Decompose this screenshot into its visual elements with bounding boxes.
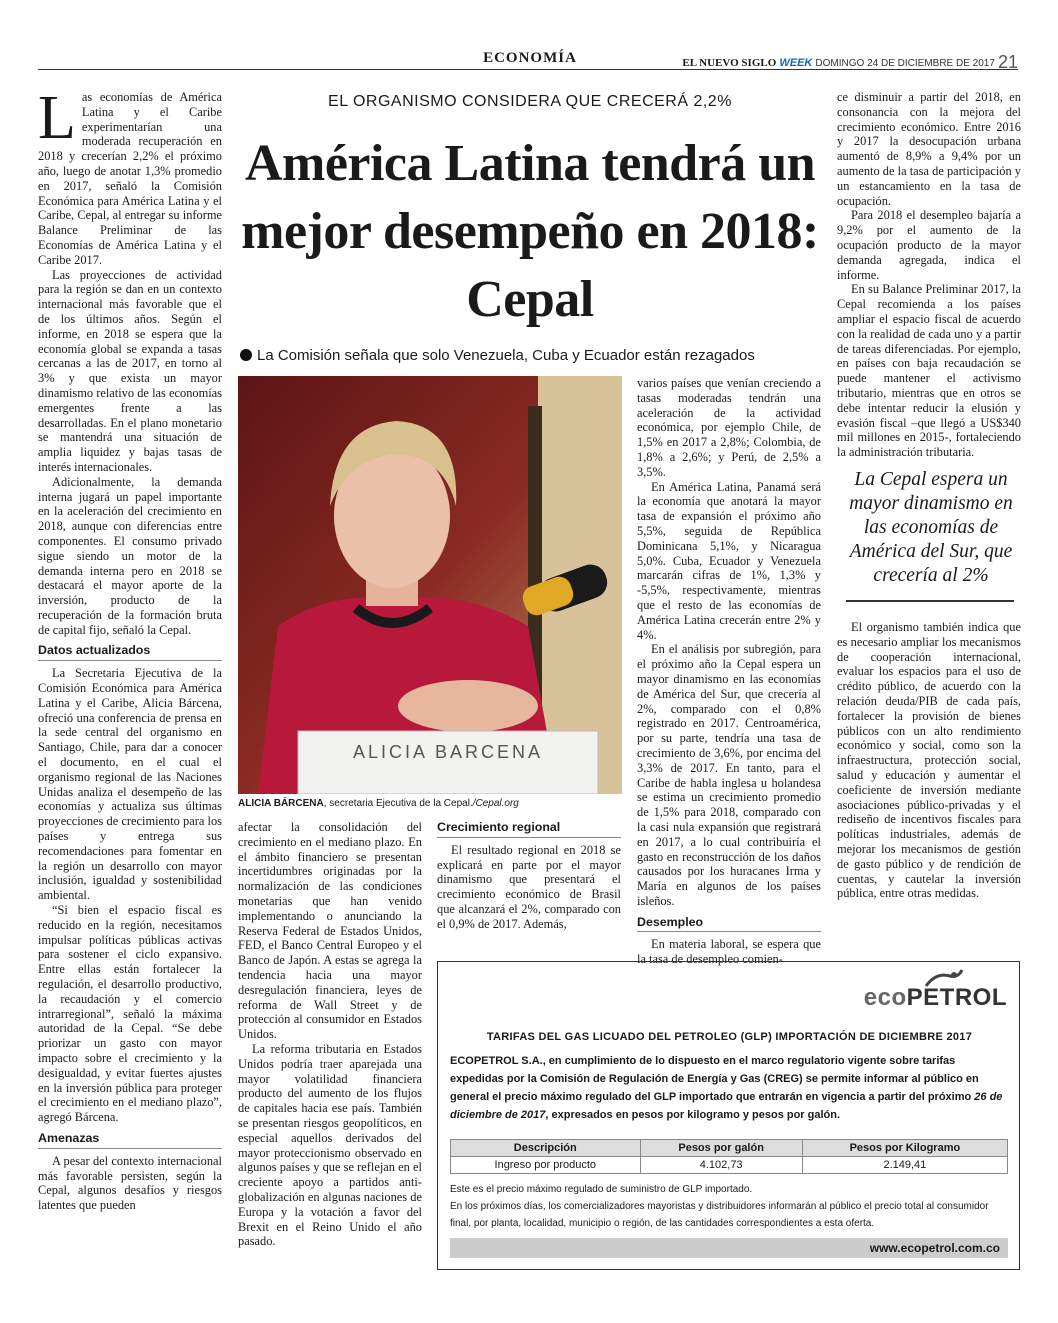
- paragraph: Para 2018 el desempleo bajaría a 9,2% por el aumento de la ocupación producto de la mayor demanda agregada, indica el informe.: [837, 208, 1021, 282]
- ad-note: En los próximos días, los comercializadores mayoristas y distribuidores informarán al público el precio total al consumidor final, por planta, localidad, municipio o región, de las cantidades correspondientes a esta oferta.: [450, 1201, 989, 1229]
- subheading: Amenazas: [38, 1131, 222, 1149]
- ad-body: [450, 1052, 1008, 1124]
- headline: América Latina tendrá un mejor desempeño en 2018: Cepal: [241, 135, 819, 328]
- table-cell: 4.102,73: [640, 1157, 802, 1174]
- table-header: Descripción: [451, 1140, 641, 1157]
- tariff-table: [450, 1139, 1008, 1174]
- iguana-icon: [924, 966, 964, 992]
- column-2: [238, 820, 422, 1249]
- paragraph: El resultado regional en 2018 se explicará en parte por el mayor dinamismo que presentará el crecimiento económico de Brasil que alcanzará el 2%, comparado con el 0,9% de 2017. Además,: [437, 842, 621, 931]
- issue-date: DOMINGO 24 DE DICIEMBRE DE 2017: [815, 58, 995, 69]
- paragraph: La Secretaria Ejecutiva de la Comisión Económica para América Latina y el Caribe, Alicia Bárcena, ofreció una conferencia de prensa en la sede central del organismo en Santiago, Chile, para dar a conocer el documento, en el cual el organismo regional de las Naciones Unidas analiza el desempeño de las economías y actualiza sus últimas proyecciones de crecimiento para los países y entrega sus recomendaciones para fomentar en la región un desarrollo con mayor inclusión, igualdad y sostenibilidad ambiental.: [38, 666, 222, 903]
- subheading: Datos actualizados: [38, 643, 222, 661]
- kicker: EL ORGANISMO CONSIDERA QUE CRECERÁ 2,2%: [328, 93, 732, 110]
- logo-petrol: PETROL: [906, 984, 1007, 1011]
- caption-text: , secretaria Ejecutiva de la Cepal.: [323, 798, 473, 809]
- paragraph: El organismo también indica que es necesario ampliar los mecanismos de cooperación internacional, evaluar los espacios para el uso de crédito público, de acuerdo con la relación deuda/PIB de cada país, fortalecer la provisión de bienes públicos con un alto rendimiento económico y social, como son la infraestructura, protección social, salud y educación y aumentar el coeficiente de inversión mediante asociaciones público-privadas y el rediseño de incentivos fiscales para políticas industriales, además de mejorar los mecanismos de gestión de gasto público y de rendición de cuentas, y cautelar la inversión pública, entre otras medidas.: [837, 620, 1021, 901]
- paragraph: as economías de América Latina y el Caribe experimentarían una moderada recuperación en 2018 y crecerían 2,2% el próximo año, luego de anotar 1,3% promedio en 2017, señaló la Comisión Económica para América Latina y el Caribe, Cepal, al entregar su informe Balance Preliminar de las Economías de América Latina y el Caribe 2017.: [38, 90, 222, 267]
- column-5-continued: [837, 620, 1021, 901]
- paragraph: Las proyecciones de actividad para la región se dan en un contexto internacional más favorable que el de los últimos años. Según el informe, en 2018 se espera que la economía global se expanda a tasas cercanas a las de 2017, en torno al 3% y que exista un mayor dinamismo relativo de las economías emergentes frente a las desarrolladas. En el plano monetario se mantendrá una situación de amplia liquidez y bajas tasas de interés internacionales.: [38, 267, 222, 474]
- table-header: Pesos por galón: [640, 1140, 802, 1157]
- dropcap: L: [38, 84, 76, 152]
- paragraph: “Si bien el espacio fiscal es reducido en la región, necesitamos impulsar políticas públicas activas para sostener el ciclo expansivo. Entre ellas están fortalecer la regulación, el desarrollo productivo, la recaudación y el comercio intrarregional”, señaló la máxima autoridad de la Cepal. “Se debe priorizar un gasto con mayor impacto sobre el crecimiento y la desigualdad, y evitar fuertes ajustes en la inversión pública para proteger el crecimiento en el mediano plazo”, agregó Bárcena.: [38, 903, 222, 1125]
- section-label: ECONOMÍA: [483, 50, 577, 66]
- ad-notes: [450, 1181, 1008, 1232]
- paragraph: En materia laboral, se espera que la tasa de desempleo comien-: [637, 937, 821, 967]
- paragraph: La reforma tributaria en Estados Unidos podría traer aparejada una mayor volatilidad financiera producto del aumento de los flujos de capitales hacia ese país. También se presentan riesgos geopolíticos, en especial aquellos derivados del mayor proteccionismo observado en algunos países y que se reflejan en el creciente apoyo a partidos anti-globalización en algunas naciones de Europa y la votación a favor del Brexit en el Reino Unido el año pasado.: [238, 1041, 422, 1249]
- paragraph: En América Latina, Panamá será la economía que anotará la mayor tasa de expansión el próximo año 5,5%, seguida de República Dominicana 5,1%, y Nicaragua 5,0%. Cuba, Ecuador y Venezuela marcarán cifras de 1%, 1,3% y -5,5%, respectivamente, mientras que el resto de las economías de América Latina crecerán entre 2% y 4%.: [637, 479, 821, 642]
- paragraph: A pesar del contexto internacional más favorable persisten, según la Cepal, algunos desafíos y riesgos latentes que pueden: [38, 1153, 222, 1213]
- table-cell: 2.149,41: [802, 1157, 1007, 1174]
- ad-body-lead: ECOPETROL S.A., en cumplimiento de lo dispuesto en el marco regulatorio vigente sobre tarifas expedidas por la Comisión de Regulación de Energía y Gas (CREG) se permite informar al público en general el precio máximo regulado del GLP importado que entrarán en vigencia a partir del próximo: [450, 1055, 979, 1103]
- ad-body-date: 26 de diciembre de 2017: [450, 1091, 1003, 1121]
- table-header-row: [451, 1140, 1008, 1157]
- subheading: Crecimiento regional: [437, 820, 621, 838]
- table-row: [451, 1157, 1008, 1174]
- ad-title: TARIFAS DEL GAS LICUADO DEL PETROLEO (GLP) IMPORTACIÓN DE DICIEMBRE 2017: [486, 1031, 973, 1043]
- ad-body-tail: , expresados en pesos por kilogramo y pesos por galón.: [545, 1109, 841, 1121]
- column-5: [837, 90, 1021, 460]
- photo-caption: [238, 798, 622, 809]
- page-number: 21: [997, 52, 1018, 72]
- pull-quote: La Cepal espera un mayor dinamismo en las economías de América del Sur, que crecería al 2%: [849, 469, 1013, 586]
- paragraph: ce disminuir a partir del 2018, en consonancia con la mejora del crecimiento económico. Entre 2016 y 2017 la desocupación urbana aumentó de 8,9% a 9,4% por un aumento de la tasa de participación y un estancamiento en la tasa de ocupación.: [837, 90, 1021, 208]
- caption-name: ALICIA BÁRCENA: [238, 798, 324, 809]
- column-1: [38, 84, 222, 1213]
- header-rule: [38, 69, 1018, 70]
- article-photo: [238, 376, 622, 794]
- page-header: [0, 0, 1058, 72]
- paragraph: varios países que venían creciendo a tasas moderadas tendrán una aceleración de la actividad económica, por ejemplo Chile, de 1,5% en 2017 a 2,8%; Colombia, de 1,8% a 2,6%; y Perú, de 2,5% a 3,5%.: [637, 376, 821, 479]
- deck-text: La Comisión señala que solo Venezuela, Cuba y Ecuador están rezagados: [257, 347, 755, 364]
- table-header: Pesos por Kilogramo: [802, 1140, 1007, 1157]
- paper-name: EL NUEVO SIGLO: [682, 57, 777, 69]
- logo-eco: eco: [863, 984, 907, 1011]
- subheading: Desempleo: [637, 915, 821, 933]
- ad-url-link[interactable]: www.ecopetrol.com.co: [450, 1238, 1008, 1258]
- paragraph: En su Balance Preliminar 2017, la Cepal recomienda a los países ampliar el espacio fiscal de acuerdo con la realidad de cada uno y a partir de tareas diferenciadas. Por ejemplo, en países con baja recaudación se puede mantener el activismo tributario, mientras que en otros se debe intentar reducir la elusión y evasión fiscal –que llegó a US$340 mil millones en 2015-, fortaleciendo la administración tributaria.: [837, 282, 1021, 460]
- ecopetrol-ad: [437, 961, 1020, 1270]
- bullet-icon: [240, 349, 252, 361]
- table-cell: Ingreso por producto: [451, 1157, 641, 1174]
- paragraph: afectar la consolidación del crecimiento en el mediano plazo. En el ámbito financiero se presentan incertidumbres originadas por la normalización de las condiciones monetarias que han venido implementando o anunciando la Reserva Federal de Estados Unidos, FED, el Banco Central Europeo y el Banco de Japón. A estas se agrega la tendencia hacia una mayor desregulación financiera, leyes de reforma de Wall Street y de protección al consumidor en Estados Unidos.: [238, 820, 422, 1042]
- portrait-illustration: [238, 376, 622, 794]
- column-4: [637, 376, 821, 967]
- deck: [240, 347, 830, 364]
- caption-credit: /Cepal.org: [472, 798, 519, 809]
- paragraph: En el análisis por subregión, para el próximo año la Cepal espera un mayor dinamismo en las economías de América del Sur, que crecería al 2%, comparado con el 0,8% registrado en 2017. Centroamérica, por su parte, tendría una tasa de crecimiento de 3,6%, por encima del 3,3% de 2017. En tanto, para el Caribe de habla inglesa u holandesa se estima un crecimiento promedio de 1,5% para 2018, comparado con la casi nula expansión que registrará en 2017, a lo cual contribuiría el gasto en reconstrucción de los daños causados por los huracanes Irma y María en algunos de los países isleños.: [637, 642, 821, 908]
- paper-week: WEEK: [779, 57, 813, 69]
- paragraph: Adicionalmente, la demanda interna jugará un papel importante en la aceleración del crecimiento en 2018, aunque con diferencias entre componentes. El consumo privado sigue siendo un motor de la demanda interna pero en 2018 se destacará el mayor aporte de la inversión, producto de la recuperación de la formación bruta de capital fijo, señaló la Cepal.: [38, 474, 222, 637]
- ad-note: Este es el precio máximo regulado de suministro de GLP importado.: [450, 1184, 753, 1195]
- nameplate-text: ALICIA BARCENA: [352, 742, 544, 762]
- pull-quote-rule: [846, 600, 1014, 602]
- ecopetrol-logo: [864, 984, 1007, 1012]
- column-3: [437, 820, 621, 932]
